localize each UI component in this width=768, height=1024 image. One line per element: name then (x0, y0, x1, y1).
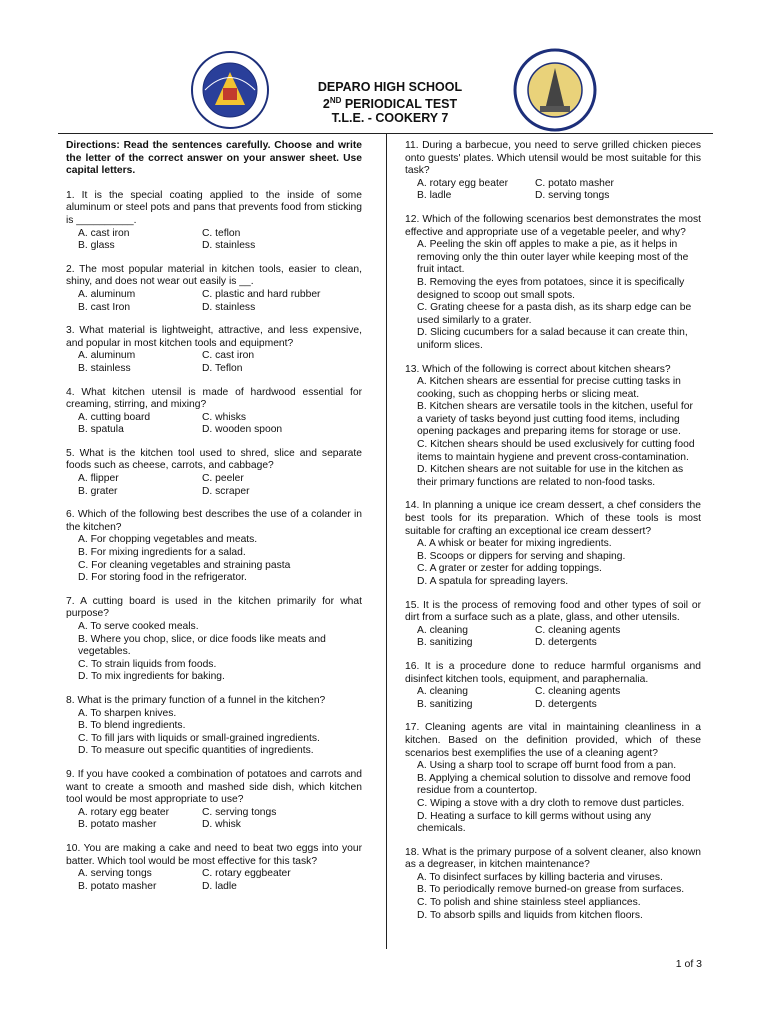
question-item (405, 722, 701, 835)
answer-option: A. To disinfect surfaces by killing bacteria and viruses. (417, 871, 663, 883)
column-divider (386, 134, 387, 949)
question-stem: 7. A cutting board is used in the kitchen primarily for what purpose? (66, 595, 362, 620)
answer-option: C. potato masher (535, 177, 614, 189)
question-item (405, 214, 701, 353)
answer-option: A. cutting board (78, 411, 151, 423)
question-stem: 6. Which of the following best describes the use of a colander in the kitchen? (66, 509, 362, 533)
question-stem: 8. What is the primary function of a funnel in the kitchen? (66, 694, 326, 706)
school-name: DEPARO HIGH SCHOOL (317, 80, 463, 94)
answer-option: B. To blend ingredients. (78, 720, 186, 732)
question-stem: 2. The most popular material in kitchen tools, easier to clean, shiny, and does not wear out easily is __. (66, 263, 362, 288)
question-stem: 14. In planning a unique ice cream dessert, a chef considers the best tools for its preparation. Which of these tools is most suitable for crafting an exceptional ice cream dessert? (405, 500, 701, 537)
answer-option: B. To periodically remove burned-on grease from surfaces. (417, 884, 685, 896)
answer-option: B. sanitizing (417, 637, 473, 649)
answer-option: C. Grating cheese for a pasta dish, as its sharp edge can be used similarly to a grater. (417, 302, 692, 326)
answer-option: C. To fill jars with liquids or small-grained ingredients. (78, 732, 320, 744)
question-stem: 17. Cleaning agents are vital in maintaining cleanliness in a kitchen. Based on the definition provided, which of these scenarios best exemplifies the use of a cleaning agent? (405, 722, 701, 759)
answer-option: C. To strain liquids from foods. (78, 658, 217, 670)
question-stem: 4. What kitchen utensil is made of hardwood essential for creaming, stirring, and mixing? (66, 386, 362, 411)
question-item (405, 847, 701, 923)
answer-option: C. serving tongs (202, 806, 277, 818)
question-stem: 10. You are making a cake and need to beat two eggs into your batter. Which tool would be most effective for this task? (66, 842, 362, 867)
answer-option: A. Kitchen shears are essential for precise cutting tasks in cooking, such as chopping herbs or slicing meat. (417, 376, 681, 400)
answer-option: B. grater (78, 485, 118, 497)
answer-option: D. detergents (535, 637, 597, 649)
answer-option: B. For mixing ingredients for a salad. (78, 547, 246, 559)
answer-option: A. Using a sharp tool to scrape off burnt food from a pan. (417, 760, 677, 772)
answer-option: C. cleaning agents (535, 686, 621, 698)
question-stem: 18. What is the primary purpose of a solvent cleaner, also known as a degreaser, in kitchen maintenance? (405, 846, 701, 871)
answer-option: C. cast iron (202, 350, 255, 362)
answer-option: C. teflon (202, 227, 241, 239)
answer-option: A. cleaning (417, 686, 468, 698)
answer-options (66, 708, 362, 758)
answer-options (66, 412, 362, 437)
question-item (66, 325, 362, 375)
answer-option: B. potato masher (78, 880, 157, 892)
answer-option: C. Wiping a stove with a dry cloth to remove dust particles. (417, 797, 685, 809)
answer-option: B. stainless (78, 362, 131, 374)
page-number: 1 of 3 (675, 958, 702, 970)
answer-options (405, 239, 701, 352)
question-item (405, 600, 701, 650)
answer-option: D. Slicing cucumbers for a salad because it can create thin, uniform slices. (417, 327, 688, 351)
answer-option: C. For cleaning vegetables and straining pasta (78, 559, 291, 571)
question-item (66, 843, 362, 893)
answer-option: B. Applying a chemical solution to dissolve and remove food residue from a countertop. (417, 772, 691, 797)
answer-options (66, 534, 362, 584)
left-column (66, 140, 362, 904)
answer-option: C. rotary eggbeater (202, 868, 291, 880)
answer-option: A. A whisk or beater for mixing ingredients. (417, 538, 612, 550)
page-header (0, 0, 768, 135)
answer-option: B. sanitizing (417, 698, 473, 710)
question-item (405, 661, 701, 711)
answer-option: A. rotary egg beater (78, 806, 170, 818)
question-item (66, 769, 362, 832)
answer-option: C. cleaning agents (535, 624, 621, 636)
answer-option: B. ladle (417, 190, 452, 202)
answer-option: B. Scoops or dippers for serving and shaping. (417, 550, 626, 562)
answer-option: A. Peeling the skin off apples to make a pie, as it helps in removing only the thin outer layer while keeping most of the fruit intact. (417, 239, 689, 276)
answer-options (405, 686, 701, 711)
test-name: 2ND PERIODICAL TEST (322, 96, 458, 112)
question-item (66, 509, 362, 585)
answer-option: B. Removing the eyes from potatoes, since it is specifically designed to scoop out small spots. (417, 276, 685, 301)
answer-option: C. A grater or zester for adding toppings. (417, 563, 602, 575)
answer-option: D. Heating a surface to kill germs without using any chemicals. (417, 810, 652, 835)
answer-options (66, 807, 362, 832)
answer-option: D. To absorb spills and liquids from kitchen floors. (417, 909, 643, 921)
answer-options (405, 178, 701, 203)
answer-option: D. serving tongs (535, 190, 610, 202)
answer-option: B. Kitchen shears are versatile tools in the kitchen, useful for a variety of tasks beyond just cutting food items, including opening packages and preparing items for storage or use. (417, 401, 693, 438)
question-item (66, 448, 362, 498)
answer-option: D. For storing food in the refrigerator. (78, 572, 247, 584)
answer-option: C. To polish and shine stainless steel appliances. (417, 897, 641, 909)
answer-options (66, 350, 362, 375)
deped-seal-icon (175, 50, 285, 130)
answer-option: D. Kitchen shears are not suitable for use in the kitchen as their primary functions are related to non-food tasks. (417, 464, 684, 488)
question-stem: 1. It is the special coating applied to the inside of some aluminum or steel pots and pans that prevents food from sticking is __________. (66, 189, 362, 226)
question-stem: 5. What is the kitchen tool used to shred, slice and separate foods such as cheese, carrots, and cabbage? (66, 447, 362, 472)
answer-option: D. detergents (535, 698, 597, 710)
answer-options (66, 621, 362, 684)
answer-option: D. A spatula for spreading layers. (417, 576, 569, 587)
answer-options (66, 289, 362, 314)
question-stem: 11. During a barbecue, you need to serve grilled chicken pieces onto guests' plates. Which utensil would be most suitable for this task? (405, 140, 701, 177)
answer-option: A. flipper (78, 473, 119, 485)
question-stem: 16. It is a procedure done to reduce harmful organisms and disinfect kitchen tools, equipment, and paraphernalia. (405, 660, 701, 685)
answer-option: B. cast Iron (78, 301, 131, 313)
question-item (66, 387, 362, 437)
answer-options (66, 868, 362, 893)
answer-option: A. aluminum (78, 350, 136, 362)
question-item (66, 596, 362, 684)
answer-option: A. aluminum (78, 288, 136, 300)
answer-option: A. To sharpen knives. (78, 707, 177, 719)
answer-option: D. wooden spoon (202, 424, 283, 436)
question-stem: 13. Which of the following is correct about kitchen shears? (405, 363, 671, 375)
sdo-caloocan-seal-icon (500, 48, 610, 132)
question-stem: 9. If you have cooked a combination of potatoes and carrots and want to create a smooth and mashed side dish, which kitchen tool would be most appropriate to use? (66, 768, 362, 806)
answer-option: B. Where you chop, slice, or dice foods like meats and vegetables. (78, 633, 326, 658)
answer-option: A. rotary egg beater (417, 177, 509, 189)
answer-option: A. For chopping vegetables and meats. (78, 534, 258, 546)
answer-option: D. ladle (202, 880, 237, 892)
answer-options (405, 872, 701, 922)
answer-option: A. cast iron (78, 227, 130, 239)
answer-options (405, 760, 701, 836)
answer-options (66, 228, 362, 253)
answer-option: A. To serve cooked meals. (78, 621, 199, 632)
answer-option: D. To measure out specific quantities of ingredients. (78, 745, 314, 757)
answer-option: D. scraper (202, 485, 250, 497)
question-stem: 3. What material is lightweight, attractive, and less expensive, and popular in most kitchen tools and equipment? (66, 325, 362, 349)
question-item (66, 695, 362, 758)
question-item (405, 364, 701, 490)
answer-options (405, 376, 701, 489)
answer-option: C. peeler (202, 473, 244, 485)
question-item (405, 140, 701, 203)
test-title (290, 80, 490, 125)
answer-option: B. glass (78, 240, 115, 252)
answer-option: C. whisks (202, 411, 247, 423)
answer-option: D. To mix ingredients for baking. (78, 671, 225, 683)
answer-option: D. whisk (202, 819, 241, 831)
question-stem: 12. Which of the following scenarios best demonstrates the most effective and appropriate use of a vegetable peeler, and why? (405, 213, 701, 238)
answer-options (405, 538, 701, 588)
answer-option: A. cleaning (417, 624, 468, 636)
question-item (66, 190, 362, 253)
answer-option: D. stainless (202, 301, 256, 313)
answer-option: A. serving tongs (78, 868, 152, 880)
question-stem: 15. It is the process of removing food and other types of soil or dirt from a surface such as a plate, glass, and other utensils. (405, 599, 701, 624)
answer-option: C. plastic and hard rubber (202, 288, 321, 300)
directions: Directions: Read the sentences carefully. Choose and write the letter of the correct answer on your answer sheet. Use capital letters. (66, 140, 362, 177)
answer-option: B. spatula (78, 424, 124, 436)
answer-options (66, 473, 362, 498)
question-item (405, 500, 701, 588)
answer-option: D. Teflon (202, 362, 243, 374)
answer-options (405, 625, 701, 650)
question-item (66, 264, 362, 314)
answer-option: D. stainless (202, 240, 256, 252)
subject-name: T.L.E. - COOKERY 7 (331, 111, 449, 126)
answer-option: C. Kitchen shears should be used exclusively for cutting food items to maintain hygiene and prevent cross-contamination. (417, 439, 695, 463)
right-column (405, 140, 701, 933)
answer-option: B. potato masher (78, 819, 157, 831)
